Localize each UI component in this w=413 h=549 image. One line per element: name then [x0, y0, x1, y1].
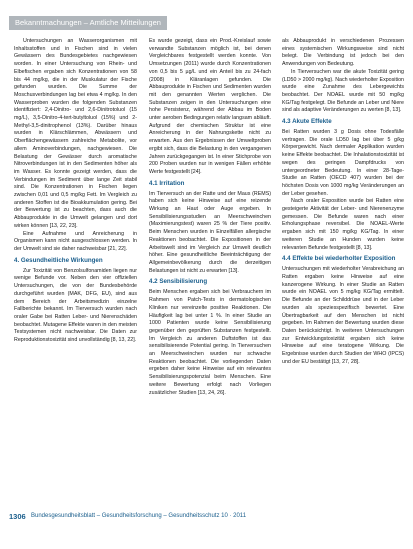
- column-left: [14, 38, 137, 345]
- paragraph: In Tierversuchen war die akute Toxizität gering (LD50 > 2000 mg/kg). Nach wiederholter Exposition wurde eine Zunahme des Lebergewichts beobachtet. Der NOAEL wurde mit 50 mg/kg KG/Tag festgelegt. Die Befunde an Leber und Niere sind als adaptive Veränderungen zu werten [8, 13].: [282, 68, 404, 114]
- section-tag: Bekanntmachungen – Amtliche Mitteilungen: [9, 16, 167, 30]
- section-heading: 4.1 Irritation: [149, 179, 185, 187]
- paragraph: Beim Menschen ergaben sich bei Verbrauchern im Rahmen von Patch-Tests in dermatologischen Kliniken nur vereinzelte positive Reaktionen. Die Häufigkeit lag bei unter 1 %. In einer Studie an 1000 Patienten wurde keine Sensibilisierung gegenüber den geprüften Substanzen festgestellt. Im Vergleich zu anderen Duftstoffen ist das sensibilisierende Potential gering. In Tierversuchen an Meerschweinchen wurden nur schwache Reaktionen beobachtet. Die vorliegenden Daten ergeben daher keine Hinweise auf ein relevantes Sensibilisierungspotenzial beim Menschen. Eine weitere Bewertung erfolgt nach Vorliegen zusätzlicher Studien [13, 24, 26].: [149, 289, 271, 396]
- journal-reference: Bundesgesundheitsblatt – Gesundheitsforschung – Gesundheitsschutz 10 · 2011: [31, 513, 247, 519]
- paragraph: Eine Aufnahme und Anreicherung in Organismen kann nicht ausgeschlossen werden. In der Umwelt sind sie daher nachweisbar [21, 22].: [14, 230, 137, 252]
- section-heading: 4.4 Effekte bei wiederholter Exposition: [282, 255, 396, 263]
- column-middle: [149, 38, 271, 397]
- page-number: 1306: [9, 512, 26, 521]
- footer: [0, 511, 413, 524]
- paragraph: Es wurde gezeigt, dass ein Prod.-Kreislauf sowie verwandte Substanzen möglich ist, bei denen Vergleichbares festgestellt werden konnte. Von Umsetzungen (2011) wurde durch Konzentrationen von 0,5 bis 5 µg/L und ein Anteil bis zu 24-fach (2008) in Kläranlagen gefunden. Die Abbauprodukte in Fischen und Sedimenten wurden mit den genannten Werten verglichen. Die Substanzen zeigen in den Untersuchungen eine hohe Persistenz, während der Abbau im Boden unter aeroben Bedingungen relativ langsam abläuft. Aufgrund der chemischen Struktur ist eine Anreicherung in der Nahrungskette nicht zu erwarten. Aus den Ergebnissen der Umweltproben ergibt sich, dass die Belastung in den vergangenen Jahren zurückgegangen ist. In einer Stichprobe von 200 Proben wurden nur in wenigen Fällen erhöhte Werte festgestellt [24].: [149, 38, 271, 175]
- section-heading: 4. Gesundheitliche Wirkungen: [14, 256, 103, 264]
- paragraph: Untersuchungen mit wiederholter Verabreichung an Ratten ergaben keine Hinweise auf eine kanzerogene Wirkung. In einer Studie an Ratten wurde ein NOAEL von 5 mg/kg KG/Tag ermittelt. Die Befunde an der Schilddrüse und in der Leber wurden als speziesspezifisch bewertet. Eine Übertragbarkeit auf den Menschen ist nicht gegeben. Im Rahmen der Bewertung wurden diese Daten berücksichtigt. In weiteren Untersuchungen zur Entwicklungstoxizität ergaben sich keine Hinweise auf eine teratogene Wirkung. Die Ergebnisse wurden durch Studien der WHO (IPCS) und der EU bestätigt [13, 27, 28].: [282, 266, 404, 365]
- paragraph: Zur Toxizität von Benzolsulfonamiden liegen nur wenige Befunde vor. Neben den vier offiziellen Untersuchungen, die von der Bundesbehörde durchgeführt wurden (MAK, DFG, EU), sind aus dem Bereich der Arbeitsmedizin einzelne Fallberichte bekannt. Im Tierversuch wurden nach oraler Gabe bei Ratten Leber- und Nierenschäden beobachtet. Mutagene Effekte waren in den meisten Testsystemen nicht nachweisbar. Die Daten zur Reproduktionstoxizität sind unvollständig [8, 13, 22].: [14, 267, 137, 344]
- header: [0, 0, 413, 33]
- column-right: [282, 38, 404, 366]
- paragraph: Untersuchungen an Wasserorganismen mit Inhaltsstoffen und in Fischen sind in vielen Gewässern des Bundesgebietes nachgewiesen worden. In einer Untersuchung von Rhein- und Elbefischen ergaben sich Konzentrationen von 58 bis 44 mg/kg, die in der Muskulatur der Fische gefunden wurden. Die Summe der Moschusverbindungen lag bei etwa 4 mg/kg. In den Wasserproben wurden die folgenden Substanzen identifiziert: 2,4-Dinitro- und 2,6-Dinitrotoluol (15 mg/L), 3,5-Dinitro-4-tert-butyltoluol (15%) und 2-Methyl-3,5-dinitrophenol (13%). Darüber hinaus wurden in Klärschlämmen, Abwässern und Oberflächengewässern zahlreiche Metabolite, vor allem Aminoverbindungen, nachgewiesen. Die Belastung der Gewässer durch aromatische Nitroverbindungen ist in den Sedimenten höher als im Wasser. Es konnte gezeigt werden, dass die Verbindungen im Sediment über lange Zeit stabil sind. Die Konzentrationen in Fischen liegen zwischen 0,01 und 0,5 mg/kg Fett. Im Vergleich zu anderen Stoffen ist die Bioakkumulation gering. Bei der Bewertung ist zu beachten, dass auch die Abbauprodukte in die Umwelt gelangen und dort wirken können [13, 22, 23].: [14, 38, 137, 229]
- section-heading: 4.2 Sensibilisierung: [149, 278, 208, 286]
- page-body: [0, 38, 413, 508]
- paragraph: Bei Ratten wurden 3 g Dosis ohne Todesfälle vertragen. Die orale LD50 lag bei über 5 g/kg Körpergewicht. Nach dermaler Applikation wurden keine Effekte beobachtet. Die Inhalationstoxizität ist wegen des geringen Dampfdrucks von untergeordneter Bedeutung. In einer 28-Tage-Studie an Ratten (OECD 407) wurden bei der höchsten Dosis von 1000 mg/kg Veränderungen an der Leber gesehen.: [282, 129, 404, 197]
- paragraph: als Abbauprodukt in verschiedenen Prozessen eines systemischen Wirkungsweise sind nicht belegt. Die Verbindung ist jedoch bei den Anwendungen von Bedeutung.: [282, 38, 404, 68]
- paragraph: Im Tierversuch an der Ratte und der Maus (REMS) haben sich keine Hinweise auf eine reizende Wirkung an Haut oder Auge ergeben. In Sensibilisierungsstudien an Meerschweinchen (Maximierungstest) waren 25 % der Tiere positiv. Beim Menschen wurden in Einzelfällen allergische Reaktionen beobachtet. Die Expositionen in der Arbeitswelt sind im Vergleich zur Umwelt deutlich höher. Eine gesundheitliche Beeinträchtigung der Allgemeinbevölkerung durch die derzeitigen Belastungen ist nicht zu erwarten [13].: [149, 190, 271, 274]
- paragraph: Nach oraler Exposition wurde bei Ratten eine gesteigerte Aktivität der Leber- und Nierenenzyme gemessen. Die Befunde waren nach einer Erholungsphase reversibel. Die NOAEL-Werte ergaben sich mit 150 mg/kg KG/Tag. In einer weiteren Studie an Hunden wurden keine relevanten Befunde festgestellt [8, 13].: [282, 198, 404, 251]
- section-heading: 4.3 Akute Effekte: [282, 118, 332, 126]
